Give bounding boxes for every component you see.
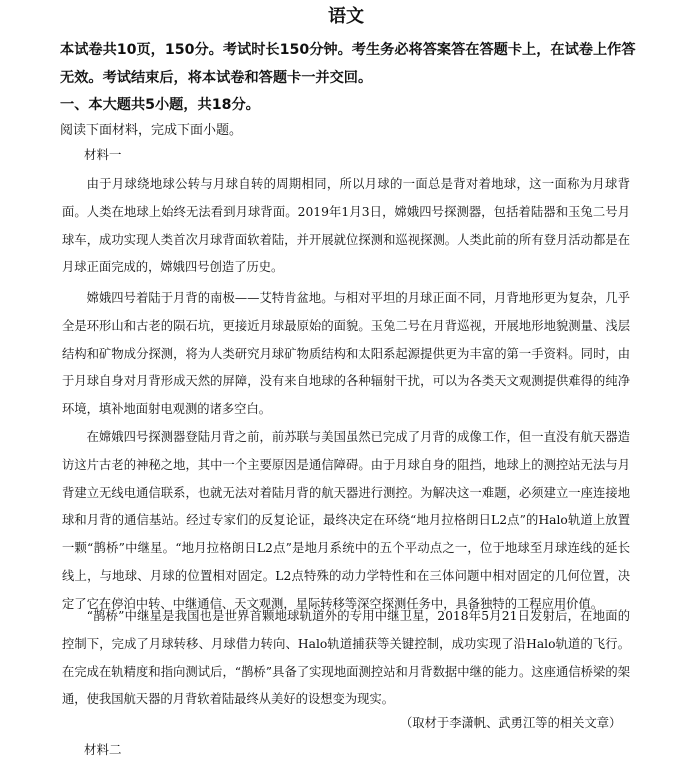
exam-notice: 本试卷共10页，150分。考试时长150分钟。考生务必将答案答在答题卡上，在试卷上作答无效。考试结束后，将本试卷和答题卡一并交回。 — [60, 42, 636, 86]
source-citation: （取材于李潇帆、武勇江等的相关文章） — [400, 716, 622, 730]
material-1-paragraph: 由于月球绕地球公转与月球自转的周期相同，所以月球的一面总是背对着地球，这一面称为月球背面。人类在地球上始终无法看到月球背面。2019年1月3日，嫦娥四号探测器，包括着陆器和玉兔二号月球车，成功实现人类首次月球背面软着陆，并开展就位探测和巡视探测。人类此前的所有登月活动都是在月球正面完成的，嫦娥四号创造了历史。 — [62, 177, 630, 275]
material-2-label: 材料二 — [84, 742, 122, 757]
material-1-label: 材料一 — [84, 147, 122, 162]
page-title: 语文 — [328, 6, 364, 27]
material-1-paragraph: 嫦娥四号着陆于月背的南极——艾特肯盆地。与相对平坦的月球正面不同，月背地形更为复杂，几乎全是环形山和古老的陨石坑，更接近月球最原始的面貌。玉兔二号在月背巡视，开展地形地貌测量、浅层结构和矿物成分探测，将为人类研究月球矿物质结构和太阳系起源提供更为丰富的第一手资料。同时，由于月球自身对月背形成天然的屏障，没有来自地球的各种辐射干扰，可以为各类天文观测提供难得的纯净环境，填补地面射电观测的诸多空白。 — [62, 291, 630, 417]
reading-instruction: 阅读下面材料，完成下面小题。 — [60, 123, 243, 138]
material-1-paragraph: “鹊桥”中继星是我国也是世界首颗地球轨道外的专用中继卫星，2018年5月21日发射后，在地面的控制下，完成了月球转移、月球借力转向、Halo轨道捕获等关键控制，成功实现了沿Halo轨道的飞行。在完成在轨精度和指向测试后，“鹊桥”具备了实现地面测控站和月背数据中继的能力。这座通信桥梁的架通，使我国航天器的月背软着陆最终从美好的设想变为现实。 — [62, 609, 630, 707]
material-1-paragraph: 在嫦娥四号探测器登陆月背之前，前苏联与美国虽然已完成了月背的成像工作，但一直没有航天器造访这片古老的神秘之地，其中一个主要原因是通信障碍。由于月球自身的阻挡，地球上的测控站无法与月背建立无线电通信联系，也就无法对着陆月背的航天器进行测控。为解决这一难题，必须建立一座连接地球和月背的通信基站。经过专家们的反复论证，最终决定在环绕“地月拉格朗日L2点”的Halo轨道上放置一颗“鹊桥”中继星。“地月拉格朗日L2点”是地月系统中的五个平动点之一，位于地球至月球连线的延长线上，与地球、月球的位置相对固定。L2点特殊的动力学特性和在三体问题中相对固定的几何位置，决定了它在停泊中转、中继通信、天文观测，星际转移等深空探测任务中，具备独特的工程应用价值。 — [62, 430, 630, 611]
section-heading: 一、本大题共5小题，共18分。 — [60, 97, 260, 113]
